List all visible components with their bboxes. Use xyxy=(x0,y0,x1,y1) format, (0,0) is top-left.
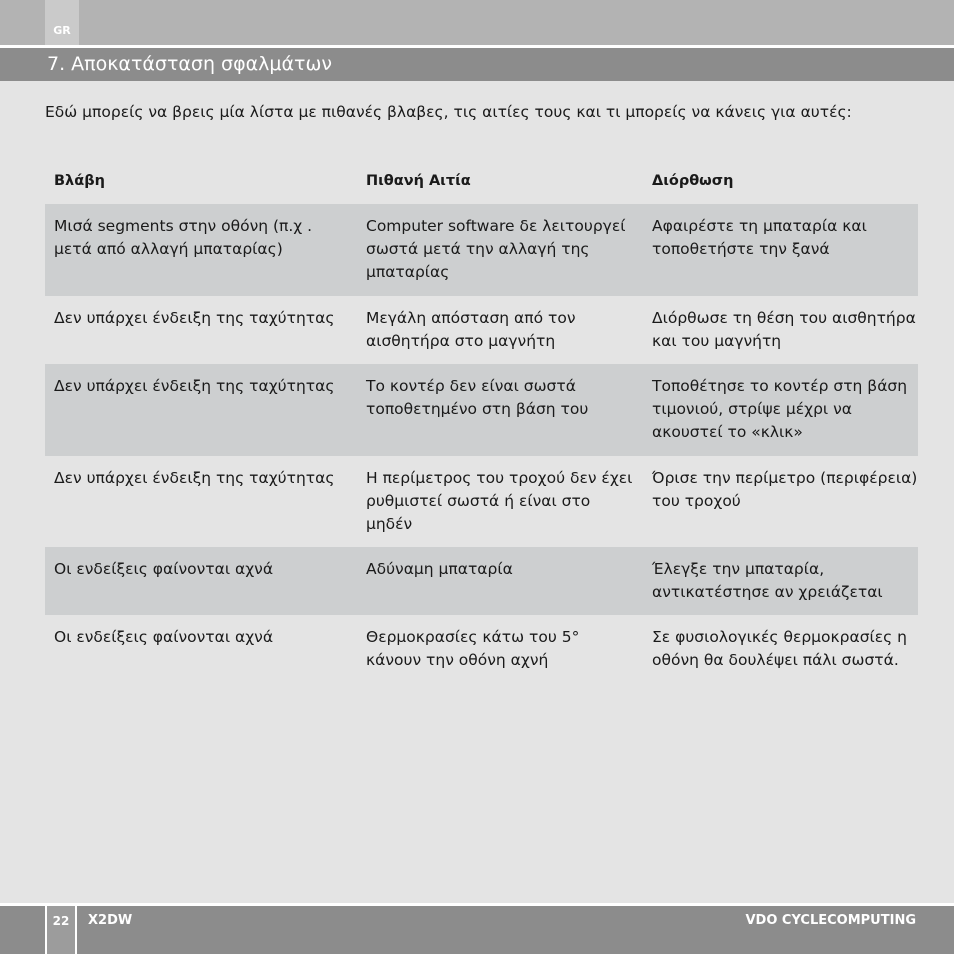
fault-cell: Οι ενδείξεις φαίνονται αχνά xyxy=(54,560,274,578)
fix-cell: Όρισε την περίμετρο (περιφέρεια) του τροχού xyxy=(652,469,918,510)
table-row xyxy=(45,204,918,296)
page-title: 7. Αποκατάσταση σφαλμάτων xyxy=(47,53,332,75)
table-header xyxy=(45,160,918,204)
fault-cell: Οι ενδείξεις φαίνονται αχνά xyxy=(54,628,274,646)
column-header-fault: Βλάβη xyxy=(54,173,105,189)
fix-cell: Σε φυσιολογικές θερμοκρασίες η οθόνη θα δουλέψει πάλι σωστά. xyxy=(652,628,907,669)
top-band xyxy=(0,0,954,45)
fault-cell: Δεν υπάρχει ένδειξη της ταχύτητας xyxy=(54,377,335,395)
section-title-bar xyxy=(0,48,954,81)
model-name: X2DW xyxy=(88,913,133,928)
page-number: 22 xyxy=(45,906,77,954)
language-tab: GR xyxy=(45,0,79,45)
column-header-cause: Πιθανή Αιτία xyxy=(366,173,471,189)
table-row xyxy=(45,615,918,707)
table-row xyxy=(45,364,918,456)
cause-cell: Αδύναμη μπαταρία xyxy=(366,560,513,578)
table-row xyxy=(45,456,918,547)
footer-bar xyxy=(0,906,954,954)
fault-cell: Δεν υπάρχει ένδειξη της ταχύτητας xyxy=(54,469,335,487)
fix-cell: Αφαιρέστε τη μπαταρία και τοποθετήστε την ξανά xyxy=(652,217,867,258)
cause-cell: Θερμοκρασίες κάτω του 5° κάνουν την οθόνη αχνή xyxy=(366,628,580,669)
brand-name: VDO CYCLECOMPUTING xyxy=(745,913,916,928)
table-row xyxy=(45,547,918,615)
table-row xyxy=(45,296,918,364)
fault-cell: Μισά segments στην οθόνη (π.χ . μετά από αλλαγή μπαταρίας) xyxy=(54,217,313,258)
cause-cell: Μεγάλη απόσταση από τον αισθητήρα στο μαγνήτη xyxy=(366,309,576,350)
fix-cell: Τοποθέτησε το κοντέρ στη βάση τιμονιού, στρίψε μέχρι να ακουστεί το «κλικ» xyxy=(652,377,908,441)
column-header-fix: Διόρθωση xyxy=(652,173,734,189)
fix-cell: Έλεγξε την μπαταρία, αντικατέστησε αν χρειάζεται xyxy=(652,560,883,601)
fix-cell: Διόρθωσε τη θέση του αισθητήρα και του μαγνήτη xyxy=(652,309,916,350)
cause-cell: Η περίμετρος του τροχού δεν έχει ρυθμιστεί σωστά ή είναι στο μηδέν xyxy=(366,469,633,533)
cause-cell: Το κοντέρ δεν είναι σωστά τοποθετημένο στη βάση του xyxy=(366,377,589,418)
fault-cell: Δεν υπάρχει ένδειξη της ταχύτητας xyxy=(54,309,335,327)
cause-cell: Computer software δε λειτουργεί σωστά μετά την αλλαγή της μπαταρίας xyxy=(366,217,626,281)
troubleshooting-table xyxy=(45,160,918,707)
intro-paragraph: Εδώ μπορείς να βρεις μία λίστα με πιθανές βλαβες, τις αιτίες τους και τι μπορείς να κάνεις για αυτές: xyxy=(45,103,852,121)
